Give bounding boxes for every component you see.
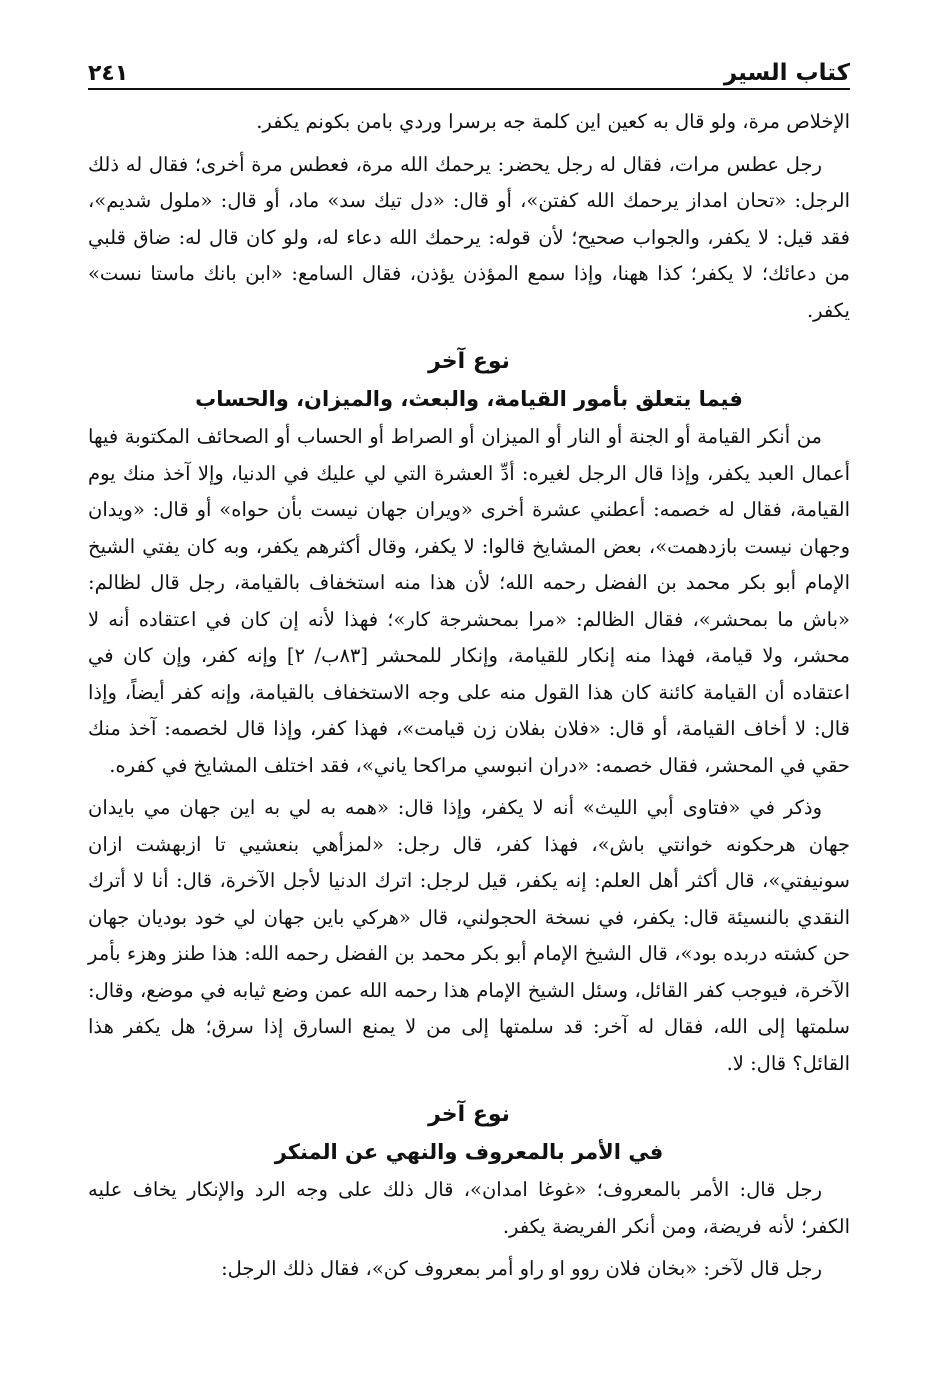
running-header (88, 50, 850, 90)
section-kind-heading: نوع آخر (428, 349, 510, 374)
paragraph-enjoining-good: رجل قال: الأمر بالمعروف؛ «غوغا امدان»، قال ذلك على وجه الرد والإنكار يخاف عليه الكفر؛ لأنه فريضة، ومن أنكر الفريضة يكفر. (88, 1178, 850, 1238)
paragraph-continues: رجل قال لآخر: «بخان فلان روو او راو أمر بمعروف كن»، فقال ذلك الرجل: (221, 1257, 822, 1280)
paragraph-resurrection: من أنكر القيامة أو الجنة أو النار أو الميزان أو الصراط أو الحساب أو الصحائف المكتوبة فيها أعمال العبد يكفر، وإذا قال الرجل لغيره: أدِّ العشرة التي لي عليك في الدنيا، وإلا آخذ منك يوم القيامة، فقال له خصمه: أعطني عشرة أخرى «ويران جهان نيست بأن حواه» أو قال: «ويدان وجهان نيست بازدهمت»، بعض المشايخ قالوا: لا يكفر، وقال أكثرهم يكفر، وبه كان يفتي الشيخ الإمام أبو بكر محمد بن الفضل رحمه الله؛ لأن هذا منه استخفاف بالقيامة، رجل قال لظالم: «باش ما بمحشر»، فقال الظالم: «مرا بمحشرجة كار»؛ فهذا لأنه إن كان في اعتقاده أنه لا محشر، ولا قيامة، فهذا منه إنكار للقيامة، وإنكار للمحشر [٨٣ب/ ٢] وإنه كفر، وإن كان في اعتقاده أن القيامة كائنة كان هذا القول منه على وجه الاستخفاف بالقيامة، وإنه كفر أيضاً، وإذا قال: لا أخاف القيامة، أو قال: «فلان بفلان زن قيامت»، فهذا كفر، وإذا قال لخصمه: آخذ منك حقي في المحشر، فقال خصمه: «دران انبوسي مراكحا ياني»، فقد اختلف المشايخ في كفره. (88, 425, 850, 777)
paragraph-continued: الإخلاص مرة، ولو قال به كعين اين كلمة جه برسرا وردي بامن بكونم يكفر. (256, 110, 850, 133)
section-title-heading: فيما يتعلق بأمور القيامة، والبعث، والميزان، والحساب (195, 387, 743, 411)
section-kind-heading: نوع آخر (428, 1102, 510, 1127)
page-number: ٢٤١ (88, 61, 129, 86)
section-title-heading: في الأمر بالمعروف والنهي عن المنكر (274, 1140, 664, 1164)
paragraph-sneeze: رجل عطس مرات، فقال له رجل يحضر: يرحمك الله مرة، فعطس مرة أخرى؛ فقال له ذلك الرجل: «تحان امداز يرحمك الله كفتن»، أو قال: «دل تيك سد» ماد، أو قال: «ملول شديم»، فقد قيل: لا يكفر، والجواب صحيح؛ لأن قوله: يرحمك الله دعاء له، ولو كان قال له: ضاق قلبي من دعائك؛ لا يكفر؛ كذا ههنا، وإذا سمع المؤذن يؤذن، فقال السامع: «ابن بانك ماستا نست» يكفر. (88, 152, 850, 322)
document-page (88, 50, 850, 1288)
paragraph-fatawa: وذكر في «فتاوى أبي الليث» أنه لا يكفر، وإذا قال: «همه به لي به اين جهان مي بايدان جهان هرحكونه خوانتي باش»، فهذا كفر، قال رجل: «لمزأهي بنعشيي تا ازبهشت ازان سونيفتي»، قال أكثر أهل العلم: إنه يكفر، قيل لرجل: اترك الدنيا لأجل الآخرة، قال: أنا لا أترك النقدي بالنسيئة قال: يكفر، في نسخة الحجولني، قال «هركي باين جهان لي خود بوديان جهان حن كشته دربده بود»، قال الشيخ الإمام أبو بكر محمد بن الفضل رحمه الله: هذا طنز وهزء بأمر الآخرة، فيوجب كفر القائل، وسئل الشيخ الإمام هذا رحمه الله عمن وضع ثيابه في موضع، وقال: سلمتها إلى الله، فقال له آخر: قد سلمتها إلى من لا يمنع السارق إذا سرق؛ هل يكفر هذا القائل؟ قال: لا. (88, 796, 850, 1075)
running-title: كتاب السير (723, 60, 850, 86)
